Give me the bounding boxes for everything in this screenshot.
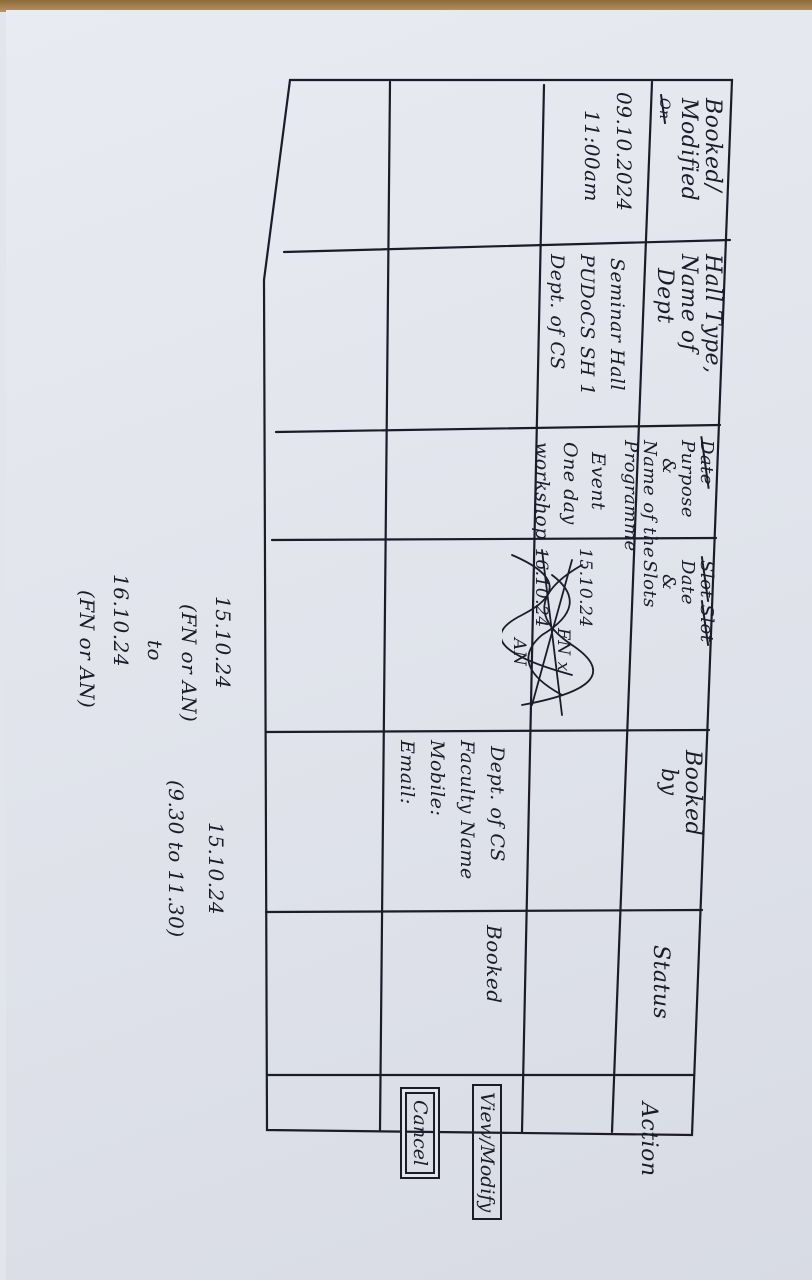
column-line-4 xyxy=(266,730,709,732)
row-status: Booked xyxy=(482,925,506,1004)
row-booked-by: Dept. of CS Faculty Name Mobile: Email: xyxy=(396,740,508,880)
scribble-cross-out xyxy=(502,545,602,725)
row-line-3 xyxy=(380,82,390,1130)
header-date-slots: Slot Slot Date & Slots xyxy=(639,560,717,643)
header-booked-on: Booked/ Modified On xyxy=(652,98,724,201)
column-line-5 xyxy=(266,910,702,912)
header-booked-by: Booked by xyxy=(656,750,705,837)
column-line-2 xyxy=(276,425,720,432)
header-hall: Hall Type, Name of Dept xyxy=(652,254,725,374)
row-date: 09.10.2024 xyxy=(612,92,636,212)
header-action: Action xyxy=(636,1102,661,1177)
cancel-button[interactable]: Cancel xyxy=(405,1092,435,1174)
header-status: Status xyxy=(648,945,673,1020)
row-time: 11:00am xyxy=(580,110,604,203)
column-line-1 xyxy=(284,240,730,252)
view-modify-button[interactable]: View/Modify xyxy=(472,1084,502,1220)
row-purpose: Event One day workshop xyxy=(531,442,609,540)
header-purpose: Date Purpose & Name of the Programme xyxy=(620,440,717,559)
row-booked-on xyxy=(576,92,640,212)
note-time-range: 15.10.24 (9.30 to 11.30) xyxy=(164,780,228,938)
note-date-range: 15.10.24 (FN or AN) to 16.10.24 (FN or AN) xyxy=(75,574,235,723)
row-hall: Seminar Hall PUDoCS SH 1 Dept. of CS xyxy=(546,254,628,396)
row-slots-crossed-out: 15.10.24 FN x 16.10.24 AN xyxy=(509,548,595,672)
hand-drawn-table-sketch xyxy=(0,40,812,1213)
